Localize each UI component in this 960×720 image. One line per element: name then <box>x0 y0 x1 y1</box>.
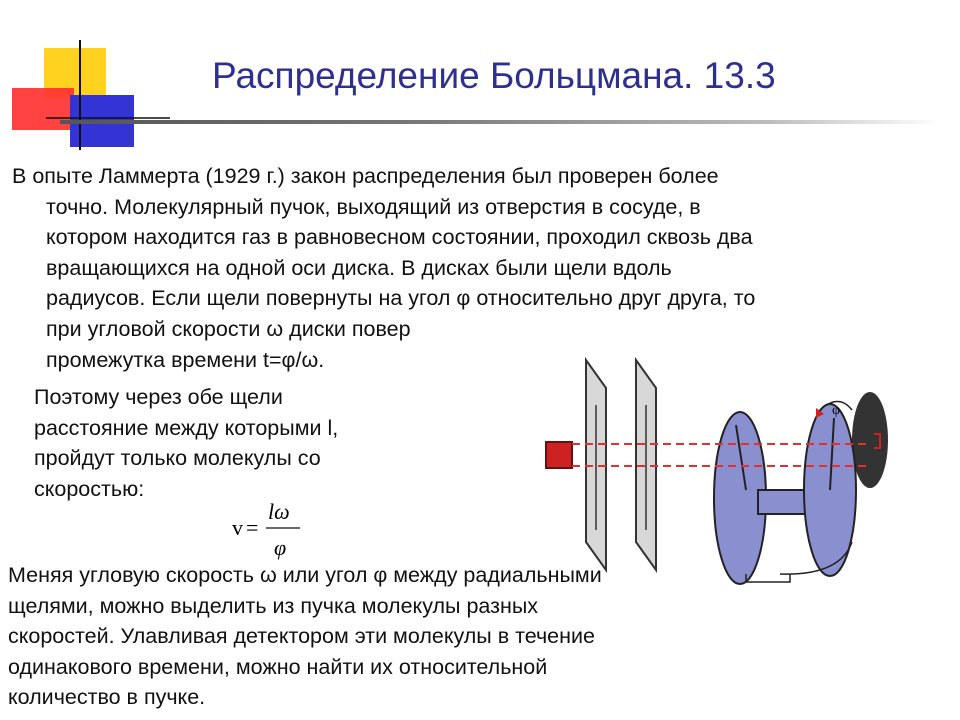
beam-source <box>546 442 572 468</box>
text-line: скоростей. Улавливая детектором эти молекулы в течение <box>8 624 595 649</box>
text-line: вращающихся на одной оси диска. В дисках были щели вдоль <box>46 255 672 280</box>
text-line: радиусов. Если щели повернуты на угол φ относительно друг друга, то <box>46 286 756 311</box>
paragraph-conclusion <box>8 560 602 713</box>
text-line: точно. Молекулярный пучок, выходящий из отверстия в сосуде, в <box>46 194 701 219</box>
velocity-formula <box>232 497 312 561</box>
text-line: расстояние между которыми l, <box>34 415 339 440</box>
text-line: промежутка времени t=φ/ω. <box>46 347 325 372</box>
text-line: котором находится газ в равновесном состоянии, проходил сквозь два <box>46 225 753 250</box>
formula-lhs: v <box>232 515 243 540</box>
page-title: Распределение Больцмана. 13.3 <box>212 55 776 96</box>
text-line: щелями, можно выделить из пучка молекулы разных <box>8 593 539 618</box>
text-line: пройдут только молекулы со <box>34 446 321 471</box>
logo-decoration <box>0 0 180 160</box>
title-divider <box>60 120 940 124</box>
detector <box>852 392 888 488</box>
text-line: количество в пучке. <box>8 685 206 710</box>
text-line: скоростью: <box>34 476 145 501</box>
angle-label: φ <box>832 403 841 418</box>
text-line: Поэтому через обе щели <box>34 385 283 409</box>
text-line: одинакового времени, можно найти их относительной <box>8 654 548 679</box>
formula-equals: = <box>246 515 259 540</box>
lammert-apparatus-figure <box>540 330 940 592</box>
formula-denominator: φ <box>274 535 287 560</box>
paragraph-velocity <box>34 382 338 504</box>
formula-numerator: lω <box>268 499 290 524</box>
text-line: Меняя угловую скорость ω или угол φ между радиальными <box>8 563 602 587</box>
text-line: при угловой скорости ω диски повер <box>46 316 411 341</box>
text-line: В опыте Ламмерта (1929 г.) закон распределения был проверен более <box>12 164 719 188</box>
